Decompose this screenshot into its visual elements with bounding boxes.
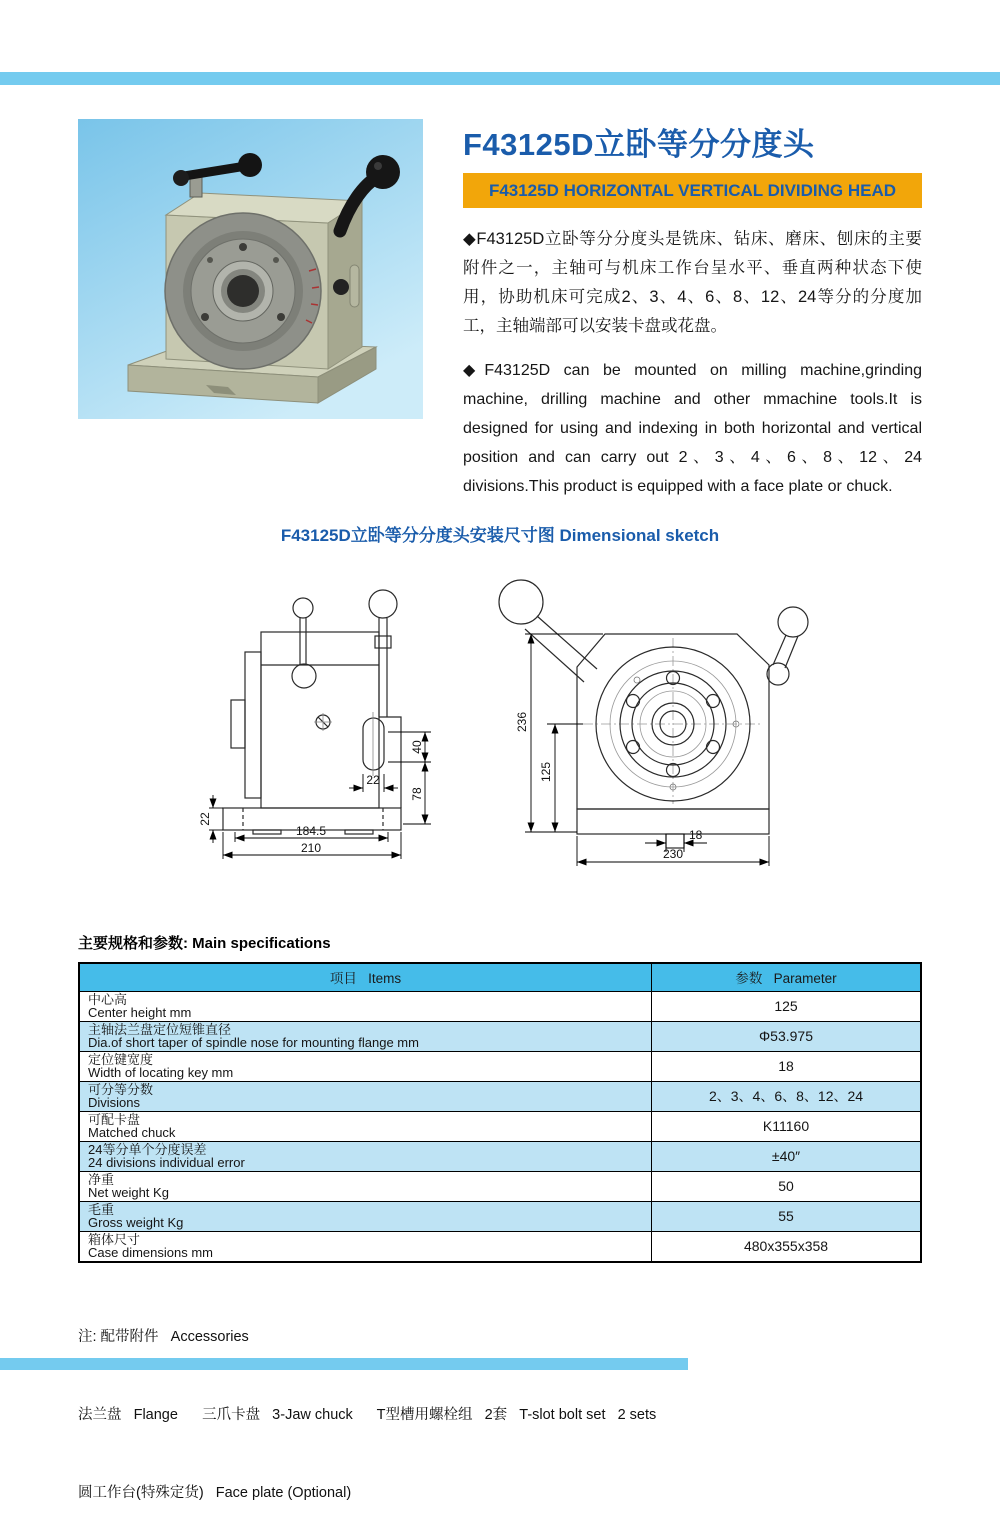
spec-table-header-row <box>79 963 921 991</box>
table-row <box>79 1021 921 1051</box>
item-value: 125 <box>652 991 921 1021</box>
item-cn: 定位键宽度 <box>88 1051 154 1067</box>
dim-slot-length: 40 <box>410 740 424 754</box>
item-cn: 主轴法兰盘定位短锥直径 <box>88 1021 232 1037</box>
dim-236: 236 <box>515 711 529 733</box>
item-cn: 净重 <box>88 1171 115 1187</box>
item-value: 55 <box>652 1201 921 1231</box>
item-value: 480x355x358 <box>652 1231 921 1262</box>
dividing-head-photo <box>78 119 423 419</box>
item-en: Matched chuck <box>88 1125 176 1140</box>
dimensional-sketches <box>0 572 1000 874</box>
dim-base-height: 22 <box>198 812 212 826</box>
table-row <box>79 1171 921 1201</box>
table-row <box>79 1201 921 1231</box>
table-row <box>79 1111 921 1141</box>
product-info <box>463 119 922 501</box>
item-cn: 毛重 <box>88 1201 115 1217</box>
table-row <box>79 991 921 1021</box>
item-cn: 可分等分数 <box>88 1081 154 1097</box>
accessories-notes <box>78 1272 922 1532</box>
front-view-drawing <box>487 572 817 872</box>
dim-184-5: 184.5 <box>295 824 327 838</box>
col-header-parameter: 参数 Parameter <box>652 963 921 991</box>
item-value: 50 <box>652 1171 921 1201</box>
item-en: Width of locating key mm <box>88 1065 234 1080</box>
item-en: 24 divisions individual error <box>88 1155 245 1170</box>
item-value: 18 <box>652 1051 921 1081</box>
item-cn: 箱体尺寸 <box>88 1231 141 1247</box>
catalog-page <box>0 72 1000 1501</box>
item-en: Net weight Kg <box>88 1185 169 1200</box>
item-value: 2、3、4、6、8、12、24 <box>652 1081 921 1111</box>
page-title: F43125D立卧等分分度头 <box>463 127 815 162</box>
item-value: ±40″ <box>652 1141 921 1171</box>
side-view-drawing <box>183 572 463 872</box>
product-photo <box>78 119 423 419</box>
item-cn: 中心高 <box>88 991 128 1007</box>
note-line-items: 法兰盘 Flange 三爪卡盘 3-Jaw chuck T型槽用螺栓组 2套 T-slot bolt set 2 sets <box>78 1406 657 1423</box>
note-line-accessories: 注: 配带附件 Accessories <box>78 1328 249 1345</box>
dim-slot-width: 22 <box>366 773 380 787</box>
table-row <box>79 1081 921 1111</box>
table-row <box>79 1051 921 1081</box>
product-section <box>0 85 1000 501</box>
item-cn: 可配卡盘 <box>88 1111 141 1127</box>
description-chinese: ◆F43125D立卧等分分度头是铣床、钻床、磨床、刨床的主要附件之一，主轴可与机床工作台呈水平、垂直两种状态下使用，协助机床可完成2、3、4、6、8、12、24等分的分度加工，主轴端部可以安装卡盘或花盘。 <box>463 230 922 335</box>
item-value: Φ53.975 <box>652 1021 921 1051</box>
note-line-faceplate: 圆工作台(特殊定货) Face plate (Optional) <box>78 1484 352 1501</box>
item-en: Center height mm <box>88 1005 192 1020</box>
item-en: Case dimensions mm <box>88 1245 213 1260</box>
description-english: ◆F43125D can be mounted on milling machine,grinding machine, drilling machine and other mmachine tools.It is designed for using and indexing in both horizontal and vertical position and can carry out 2、3、4、6、8、12、24 divisions.This product is equipped with a face plate or chuck. <box>463 362 922 495</box>
english-title-banner: F43125D HORIZONTAL VERTICAL DIVIDING HEAD <box>463 173 922 208</box>
item-value: K11160 <box>652 1111 921 1141</box>
item-en: Divisions <box>88 1095 141 1110</box>
specs-heading: 主要规格和参数: Main specifications <box>78 935 331 952</box>
dim-210: 210 <box>300 841 322 855</box>
dim-key-width: 18 <box>689 828 703 842</box>
item-cn: 24等分单个分度误差 <box>88 1141 207 1157</box>
col-header-items: 项目 Items <box>79 963 652 991</box>
table-row <box>79 1231 921 1262</box>
dim-center-height: 125 <box>539 761 553 783</box>
dim-78: 78 <box>410 787 424 801</box>
top-accent-bar <box>0 72 1000 85</box>
dimensional-sketch-heading: F43125D立卧等分分度头安装尺寸图 Dimensional sketch <box>280 526 720 545</box>
spec-table <box>78 962 922 1263</box>
dim-230: 230 <box>662 847 684 861</box>
item-en: Gross weight Kg <box>88 1215 184 1230</box>
table-row <box>79 1141 921 1171</box>
bottom-accent-bar <box>0 1358 688 1370</box>
item-en: Dia.of short taper of spindle nose for mounting flange mm <box>88 1035 419 1050</box>
